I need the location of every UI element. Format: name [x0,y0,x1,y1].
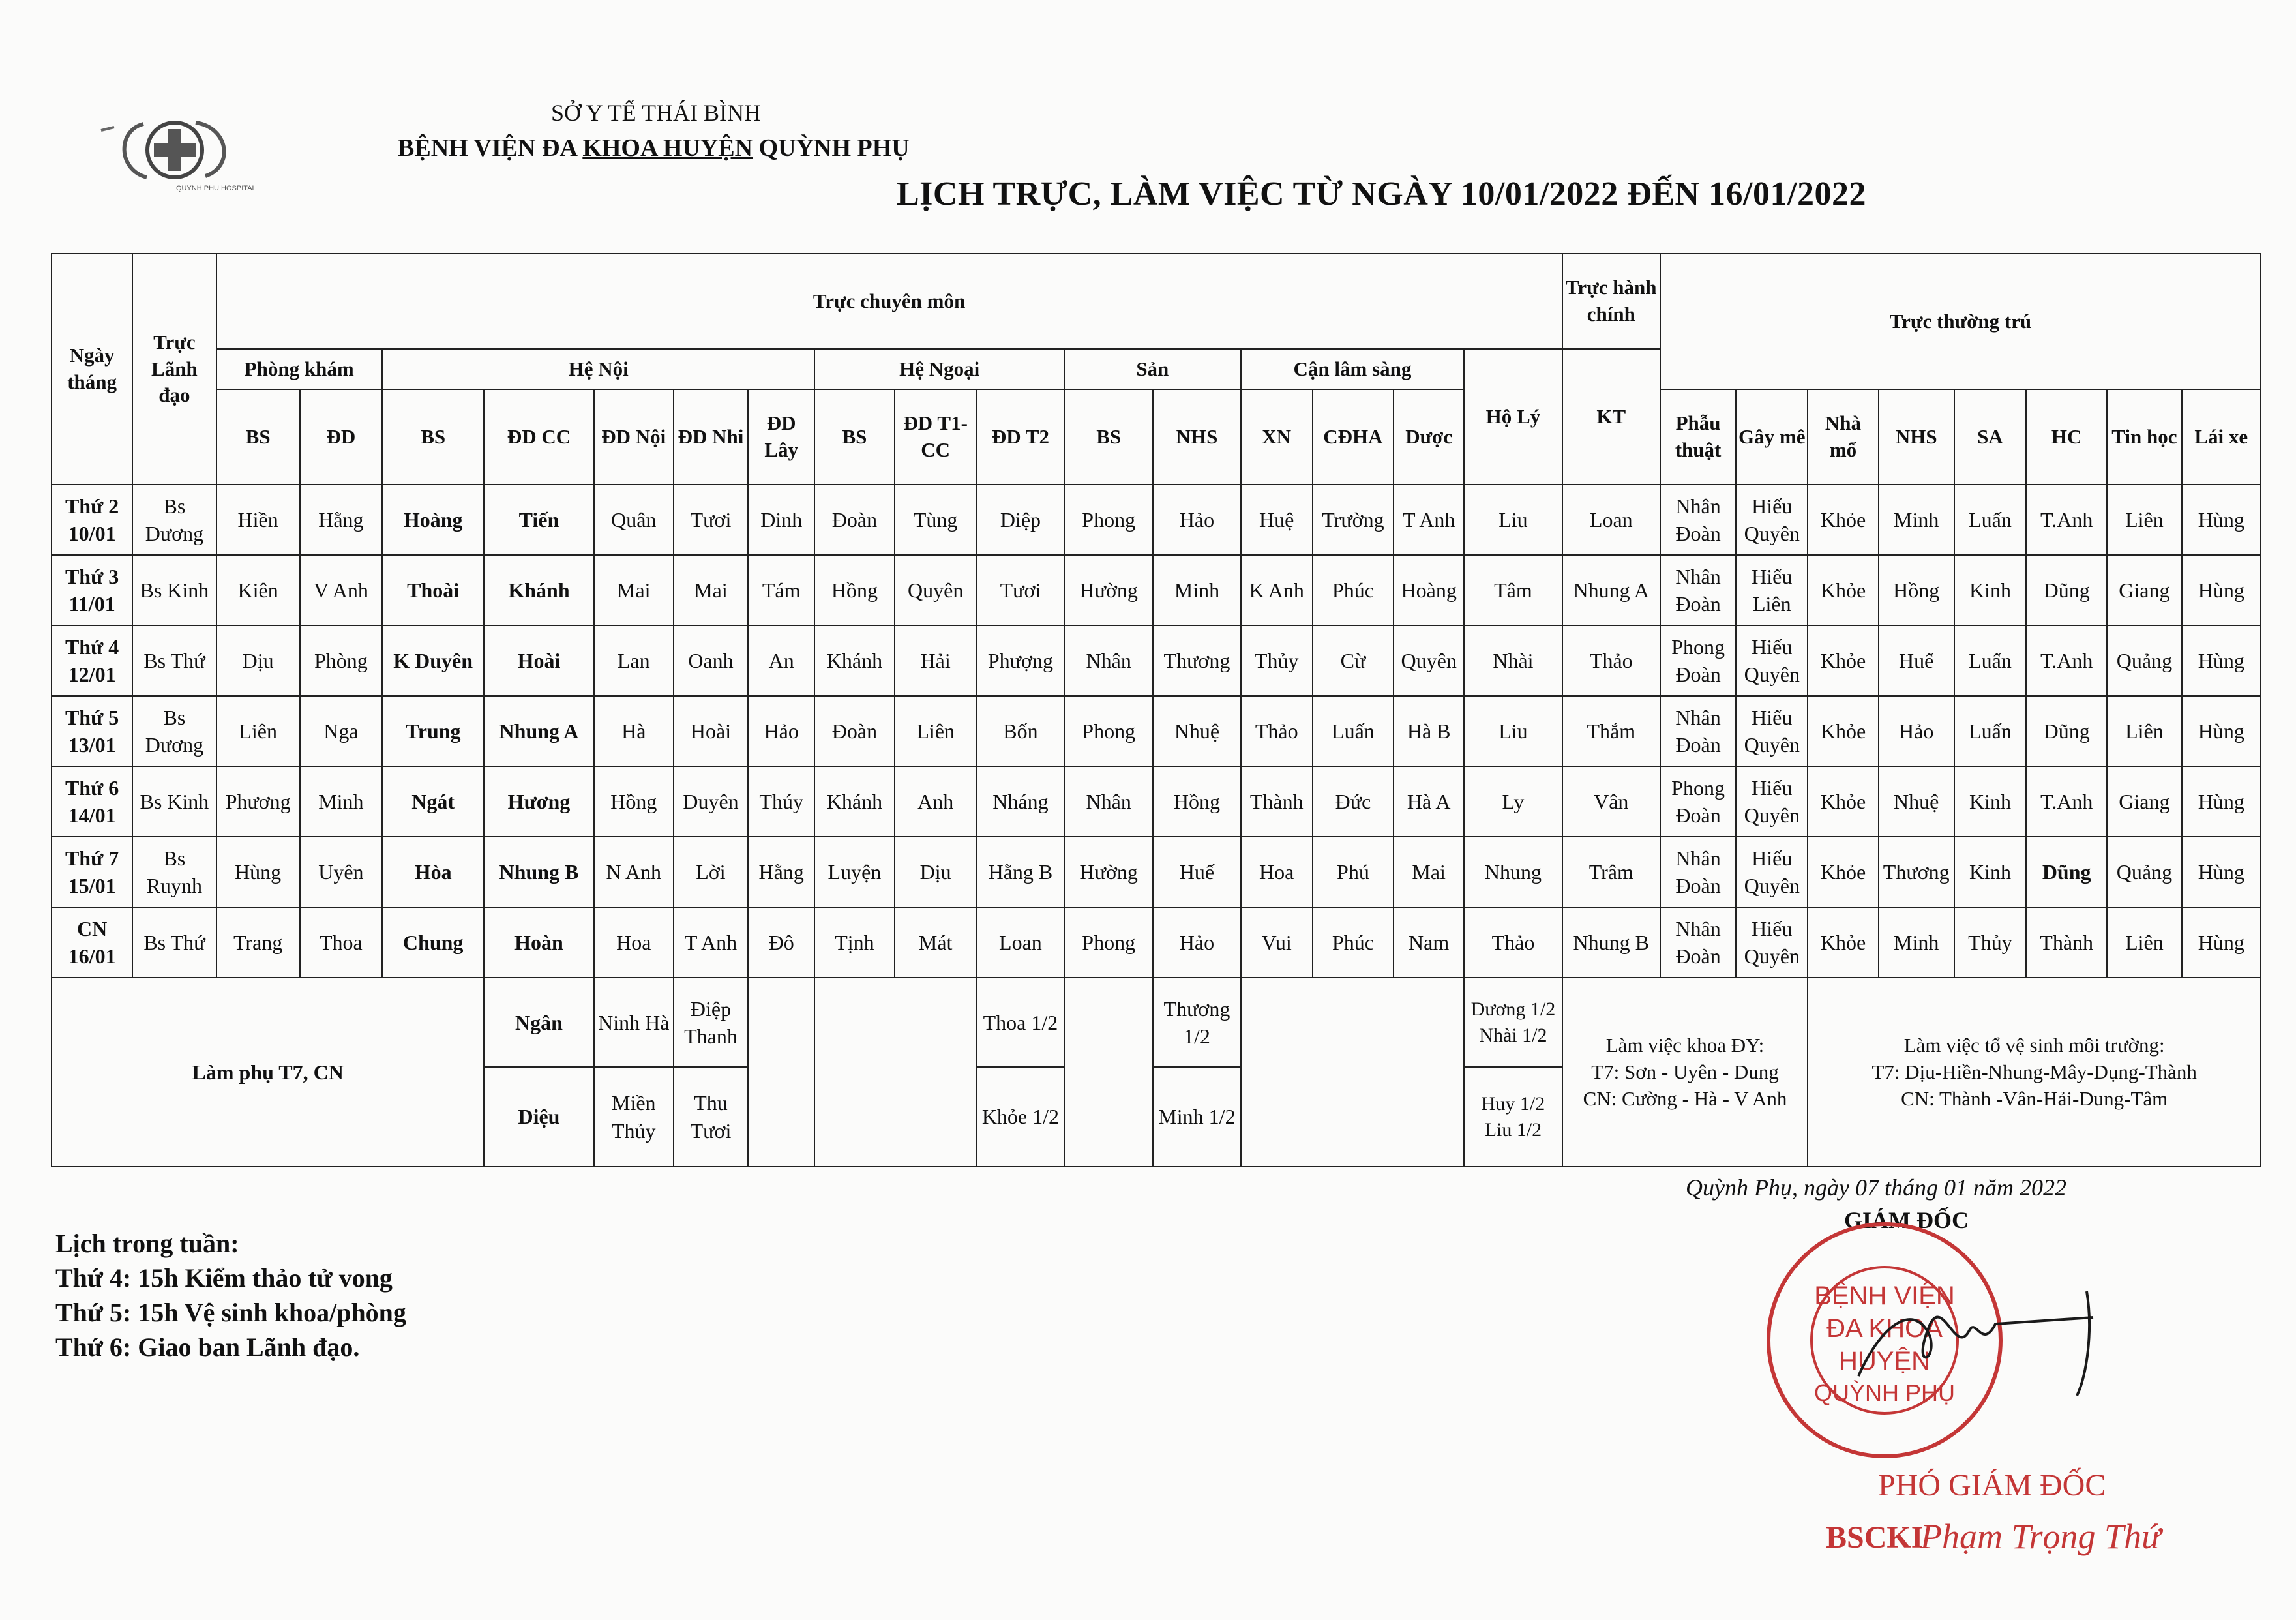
table-cell: Nhung A [1562,555,1660,625]
table-cell: Luấn [1954,696,2026,766]
table-cell: Hồng [594,766,674,837]
table-cell: Hảo [1153,485,1240,555]
table-cell: Khỏe [1808,625,1878,696]
place-date: Quỳnh Phụ, ngày 07 tháng 01 năm 2022 [1686,1175,2066,1201]
table-cell: Nhân [1064,766,1153,837]
table-cell: Lời [674,837,748,907]
table-cell: Mai [1394,837,1464,907]
table-cell: Hồng [1153,766,1240,837]
table-cell: T.Anh [2026,766,2107,837]
table-cell: Vân [1562,766,1660,837]
table-cell: Loan [1562,485,1660,555]
table-cell: Hoa [594,907,674,978]
table-cell: Liên [2107,907,2181,978]
table-cell: Hoài [484,625,593,696]
table-cell: Quảng [2107,837,2181,907]
table-cell: Minh [1153,555,1240,625]
row-lead: Bs Dương [132,696,216,766]
table-cell: Luấn [1313,696,1394,766]
agency-name: SỞ Y TẾ THÁI BÌNH [551,100,761,126]
table-cell: Hùng [2182,625,2261,696]
weekend-cell: Khỏe 1/2 [977,1067,1064,1167]
table-cell: Thảo [1241,696,1313,766]
table-cell: Nhân Đoàn [1660,555,1736,625]
table-cell: Nhân [1064,625,1153,696]
group-paraclinical: Cận lâm sàng [1241,349,1465,389]
table-cell: Thắm [1562,696,1660,766]
table-cell: Hải [895,625,977,696]
row-lead: Bs Ruynh [132,837,216,907]
table-cell: Tươi [674,485,748,555]
table-cell: Kiên [216,555,300,625]
table-row [52,696,2261,766]
column-header: BS [216,389,300,485]
table-cell: Khỏe [1808,837,1878,907]
table-cell: Thúy [748,766,814,837]
table-cell: Minh [1879,907,1954,978]
table-cell: Thoài [382,555,484,625]
signer-prefix: BSCKI [1826,1520,1924,1555]
table-cell: Đoàn [814,485,894,555]
table-cell: Tươi [977,555,1064,625]
table-cell: Khỏe [1808,485,1878,555]
table-cell: Tám [748,555,814,625]
column-header: SA [1954,389,2026,485]
table-cell: Dịu [216,625,300,696]
weekend-cell: Thu Tươi [674,1067,748,1167]
table-row [52,485,2261,555]
table-cell: T.Anh [2026,485,2107,555]
table-cell: Tiến [484,485,593,555]
column-header: Nhà mổ [1808,389,1878,485]
table-cell: Nhuệ [1879,766,1954,837]
table-cell: Phong Đoàn [1660,766,1736,837]
weekly-title: Lịch trong tuần: [55,1229,239,1258]
header-admin: Trực hành chính [1562,254,1660,349]
table-cell: Quảng [2107,625,2181,696]
table-cell: Liu [1464,696,1562,766]
table-cell: Hiếu Quyên [1736,837,1808,907]
table-cell: Dịu [895,837,977,907]
row-lead: Bs Thứ [132,907,216,978]
table-cell: T.Anh [2026,625,2107,696]
table-cell: Lan [594,625,674,696]
weekend-cell: Huy 1/2 Liu 1/2 [1464,1067,1562,1167]
table-cell: Bốn [977,696,1064,766]
table-row [52,907,2261,978]
table-cell: Nhân Đoàn [1660,837,1736,907]
table-cell: Chung [382,907,484,978]
weekend-cell: Điệp Thanh [674,978,748,1067]
table-cell: Quyên [1394,625,1464,696]
deputy-title: PHÓ GIÁM ĐỐC [1878,1468,2106,1503]
table-cell: Khánh [484,555,593,625]
table-cell: Trang [216,907,300,978]
table-cell: Quyên [895,555,977,625]
table-cell: Nhung A [484,696,593,766]
table-cell: Hà A [1394,766,1464,837]
table-cell: Phong [1064,696,1153,766]
column-header: ĐD Nội [594,389,674,485]
table-cell: Vui [1241,907,1313,978]
table-cell: Luyện [814,837,894,907]
table-cell: Thủy [1954,907,2026,978]
table-cell: Phúc [1313,907,1394,978]
table-cell: Đức [1313,766,1394,837]
table-cell: Hùng [2182,837,2261,907]
table-cell: Hiếu Quyên [1736,696,1808,766]
table-cell: Nhài [1464,625,1562,696]
weekly-schedule [55,1226,406,1364]
table-cell: Tâm [1464,555,1562,625]
column-header: Phẫu thuật [1660,389,1736,485]
table-cell: Ly [1464,766,1562,837]
table-cell: Nam [1394,907,1464,978]
table-cell: Đoàn [814,696,894,766]
weekly-item: Thứ 6: Giao ban Lãnh đạo. [55,1332,360,1362]
table-cell: Thành [2026,907,2107,978]
table-cell: Giang [2107,555,2181,625]
table-cell: Khánh [814,625,894,696]
table-cell: Ngát [382,766,484,837]
weekend-cell: Thương 1/2 [1153,978,1240,1067]
table-cell: Phong [1064,907,1153,978]
column-header: Dược [1394,389,1464,485]
col-holy: Hộ Lý [1464,349,1562,485]
table-cell: Giang [2107,766,2181,837]
table-cell: Liên [2107,485,2181,555]
weekend-ddcc: Ngân [484,978,593,1067]
env-note [1808,978,2261,1167]
table-cell: Dũng [2026,837,2107,907]
table-cell: Nga [300,696,382,766]
signature [1780,1278,2119,1409]
column-header: ĐD Lây [748,389,814,485]
weekly-item: Thứ 5: 15h Vệ sinh khoa/phòng [55,1298,406,1327]
weekly-item: Thứ 4: 15h Kiểm thảo tử vong [55,1263,393,1293]
table-cell: Huế [1153,837,1240,907]
group-obstetrics: Sản [1064,349,1241,389]
row-day: Thứ 5 13/01 [52,696,132,766]
table-cell: Luấn [1954,625,2026,696]
table-cell: Quân [594,485,674,555]
table-cell: Liên [216,696,300,766]
table-cell: Hiếu Quyên [1736,907,1808,978]
table-cell: Mai [594,555,674,625]
table-cell: Khỏe [1808,907,1878,978]
table-cell: Hùng [2182,485,2261,555]
table-cell: Hường [1064,555,1153,625]
column-header: Lái xe [2182,389,2261,485]
empty-cell [1241,978,1465,1167]
table-cell: Hùng [2182,555,2261,625]
column-header: ĐD T1-CC [895,389,977,485]
table-cell: Trâm [1562,837,1660,907]
table-cell: Hảo [748,696,814,766]
header-day: Ngày tháng [52,254,132,485]
dy-line: Làm việc khoa ĐY: [1605,1033,1765,1057]
row-day: CN 16/01 [52,907,132,978]
table-cell: Hường [1064,837,1153,907]
table-cell: Hiếu Quyên [1736,485,1808,555]
table-cell: Liu [1464,485,1562,555]
table-cell: Hiếu Liên [1736,555,1808,625]
table-cell: Phương [216,766,300,837]
table-cell: Phong [1064,485,1153,555]
table-cell: Thương [1153,625,1240,696]
table-cell: Phòng [300,625,382,696]
table-cell: Luấn [1954,485,2026,555]
table-cell: Mai [674,555,748,625]
weekend-cell: Ninh Hà [594,978,674,1067]
table-cell: Minh [1879,485,1954,555]
row-day: Thứ 7 15/01 [52,837,132,907]
column-header: HC [2026,389,2107,485]
empty-cell [814,978,976,1167]
table-cell: Hà B [1394,696,1464,766]
table-cell: Phú [1313,837,1394,907]
table-cell: Diệp [977,485,1064,555]
table-cell: Loan [977,907,1064,978]
table-row [52,837,2261,907]
empty-cell [1064,978,1153,1167]
header-resident: Trực thường trú [1660,254,2261,389]
row-day: Thứ 6 14/01 [52,766,132,837]
table-cell: Khỏe [1808,696,1878,766]
table-cell: Phượng [977,625,1064,696]
table-cell: Thủy [1241,625,1313,696]
table-cell: Nhung B [1562,907,1660,978]
dy-line: T7: Sơn - Uyên - Dung [1591,1060,1779,1083]
column-header: BS [1064,389,1153,485]
row-lead: Bs Dương [132,485,216,555]
table-cell: Hoa [1241,837,1313,907]
table-cell: Hòa [382,837,484,907]
column-header: ĐD [300,389,382,485]
table-cell: Hùng [2182,766,2261,837]
column-header: ĐD CC [484,389,593,485]
table-cell: Cừ [1313,625,1394,696]
weekend-cell: Miền Thủy [594,1067,674,1167]
table-cell: Phúc [1313,555,1394,625]
weekend-ddcc: Diệu [484,1067,593,1167]
table-cell: Hảo [1153,907,1240,978]
hospital-logo [98,104,261,202]
page-title: LỊCH TRỰC, LÀM VIỆC TỪ NGÀY 10/01/2022 ĐẾN 16/01/2022 [897,175,1866,213]
director-title: GIÁM ĐỐC [1844,1207,1969,1233]
table-cell: Trung [382,696,484,766]
table-cell: Nhân Đoàn [1660,485,1736,555]
table-cell: Kinh [1954,837,2026,907]
table-cell: K Anh [1241,555,1313,625]
table-cell: Uyên [300,837,382,907]
table-cell: Duyên [674,766,748,837]
table-cell: Hà [594,696,674,766]
row-lead: Bs Kinh [132,766,216,837]
table-row [52,555,2261,625]
table-cell: Thương [1879,837,1954,907]
header-lead: Trực Lãnh đạo [132,254,216,485]
env-line: T7: Dịu-Hiền-Nhung-Mây-Dụng-Thành [1871,1060,2197,1083]
table-cell: Nhuệ [1153,696,1240,766]
row-day: Thứ 2 10/01 [52,485,132,555]
col-kt: KT [1562,349,1660,485]
row-lead: Bs Thứ [132,625,216,696]
table-row [52,625,2261,696]
table-cell: Tịnh [814,907,894,978]
table-cell: Kinh [1954,766,2026,837]
table-cell: Liên [895,696,977,766]
table-cell: Dinh [748,485,814,555]
table-cell: Đô [748,907,814,978]
table-cell: Mát [895,907,977,978]
table-cell: Huệ [1241,485,1313,555]
table-cell: Hoài [674,696,748,766]
table-cell: Nhung B [484,837,593,907]
table-cell: Thoa [300,907,382,978]
table-cell: Thảo [1562,625,1660,696]
row-lead: Bs Kinh [132,555,216,625]
signer-name: Phạm Trọng Thứ [1920,1517,2161,1556]
env-line: CN: Thành -Vân-Hải-Dung-Tâm [1901,1087,2168,1110]
table-cell: N Anh [594,837,674,907]
table-row [52,766,2261,837]
table-cell: Hương [484,766,593,837]
group-internal: Hệ Nội [382,349,814,389]
column-header: Gây mê [1736,389,1808,485]
column-header: ĐD T2 [977,389,1064,485]
column-header: BS [382,389,484,485]
weekend-label: Làm phụ T7, CN [52,978,484,1167]
table-cell: Kinh [1954,555,2026,625]
dy-note [1562,978,1808,1167]
table-cell: Nhân Đoàn [1660,907,1736,978]
table-cell: Khỏe [1808,555,1878,625]
table-cell: Hoàng [382,485,484,555]
empty-cell [748,978,814,1167]
table-cell: V Anh [300,555,382,625]
table-cell: Dũng [2026,696,2107,766]
table-cell: Hùng [2182,696,2261,766]
table-cell: Oanh [674,625,748,696]
table-cell: Tùng [895,485,977,555]
table-cell: Hồng [1879,555,1954,625]
column-header: CĐHA [1313,389,1394,485]
table-cell: Nháng [977,766,1064,837]
env-line: Làm việc tổ vệ sinh môi trường: [1903,1033,2165,1057]
table-cell: Khánh [814,766,894,837]
svg-text:QUYNH PHU HOSPITAL: QUYNH PHU HOSPITAL [176,185,256,192]
header-professional: Trực chuyên môn [216,254,1562,349]
svg-text:ĐA KHOA: ĐA KHOA [1826,1314,1943,1343]
table-cell: Khỏe [1808,766,1878,837]
row-day: Thứ 4 12/01 [52,625,132,696]
table-cell: Hoàng [1394,555,1464,625]
column-header: NHS [1879,389,1954,485]
table-cell: Hiếu Quyên [1736,625,1808,696]
table-cell: Huế [1879,625,1954,696]
table-cell: Minh [300,766,382,837]
table-cell: Hồng [814,555,894,625]
table-cell: Hiền [216,485,300,555]
table-cell: Phong Đoàn [1660,625,1736,696]
table-cell: Hùng [2182,907,2261,978]
svg-text:QUỲNH PHỤ: QUỲNH PHỤ [1813,1379,1956,1406]
table-cell: Thành [1241,766,1313,837]
row-day: Thứ 3 11/01 [52,555,132,625]
table-cell: Hằng [300,485,382,555]
table-cell: Hằng [748,837,814,907]
table-cell: T Anh [674,907,748,978]
table-cell: Liên [2107,696,2181,766]
table-cell: Dũng [2026,555,2107,625]
table-cell: Hùng [216,837,300,907]
column-header: XN [1241,389,1313,485]
group-clinic: Phòng khám [216,349,383,389]
svg-text:HUYỆN: HUYỆN [1838,1347,1931,1375]
table-cell: Nhân Đoàn [1660,696,1736,766]
table-cell: Thảo [1464,907,1562,978]
weekend-cell: Thoa 1/2 [977,978,1064,1067]
hospital-name: BỆNH VIỆN ĐA KHOA HUYỆN QUỲNH PHỤ [398,134,910,162]
column-header: BS [814,389,894,485]
column-header: NHS [1153,389,1240,485]
table-cell: Nhung [1464,837,1562,907]
table-cell: Hoàn [484,907,593,978]
table-cell: Hằng B [977,837,1064,907]
table-cell: Hảo [1879,696,1954,766]
table-cell: Hiếu Quyên [1736,766,1808,837]
table-cell: T Anh [1394,485,1464,555]
table-cell: Anh [895,766,977,837]
column-header: ĐD Nhi [674,389,748,485]
column-header: Tin học [2107,389,2181,485]
group-surgery: Hệ Ngoại [814,349,1064,389]
weekend-cell: Dương 1/2 Nhài 1/2 [1464,978,1562,1067]
table-cell: An [748,625,814,696]
table-cell: Trường [1313,485,1394,555]
dy-line: CN: Cường - Hà - V Anh [1583,1087,1787,1110]
svg-text:BỆNH VIỆN: BỆNH VIỆN [1814,1282,1955,1310]
table-cell: K Duyên [382,625,484,696]
weekend-cell: Minh 1/2 [1153,1067,1240,1167]
weekend-row [52,978,2261,1067]
duty-schedule-table [51,253,2261,1167]
